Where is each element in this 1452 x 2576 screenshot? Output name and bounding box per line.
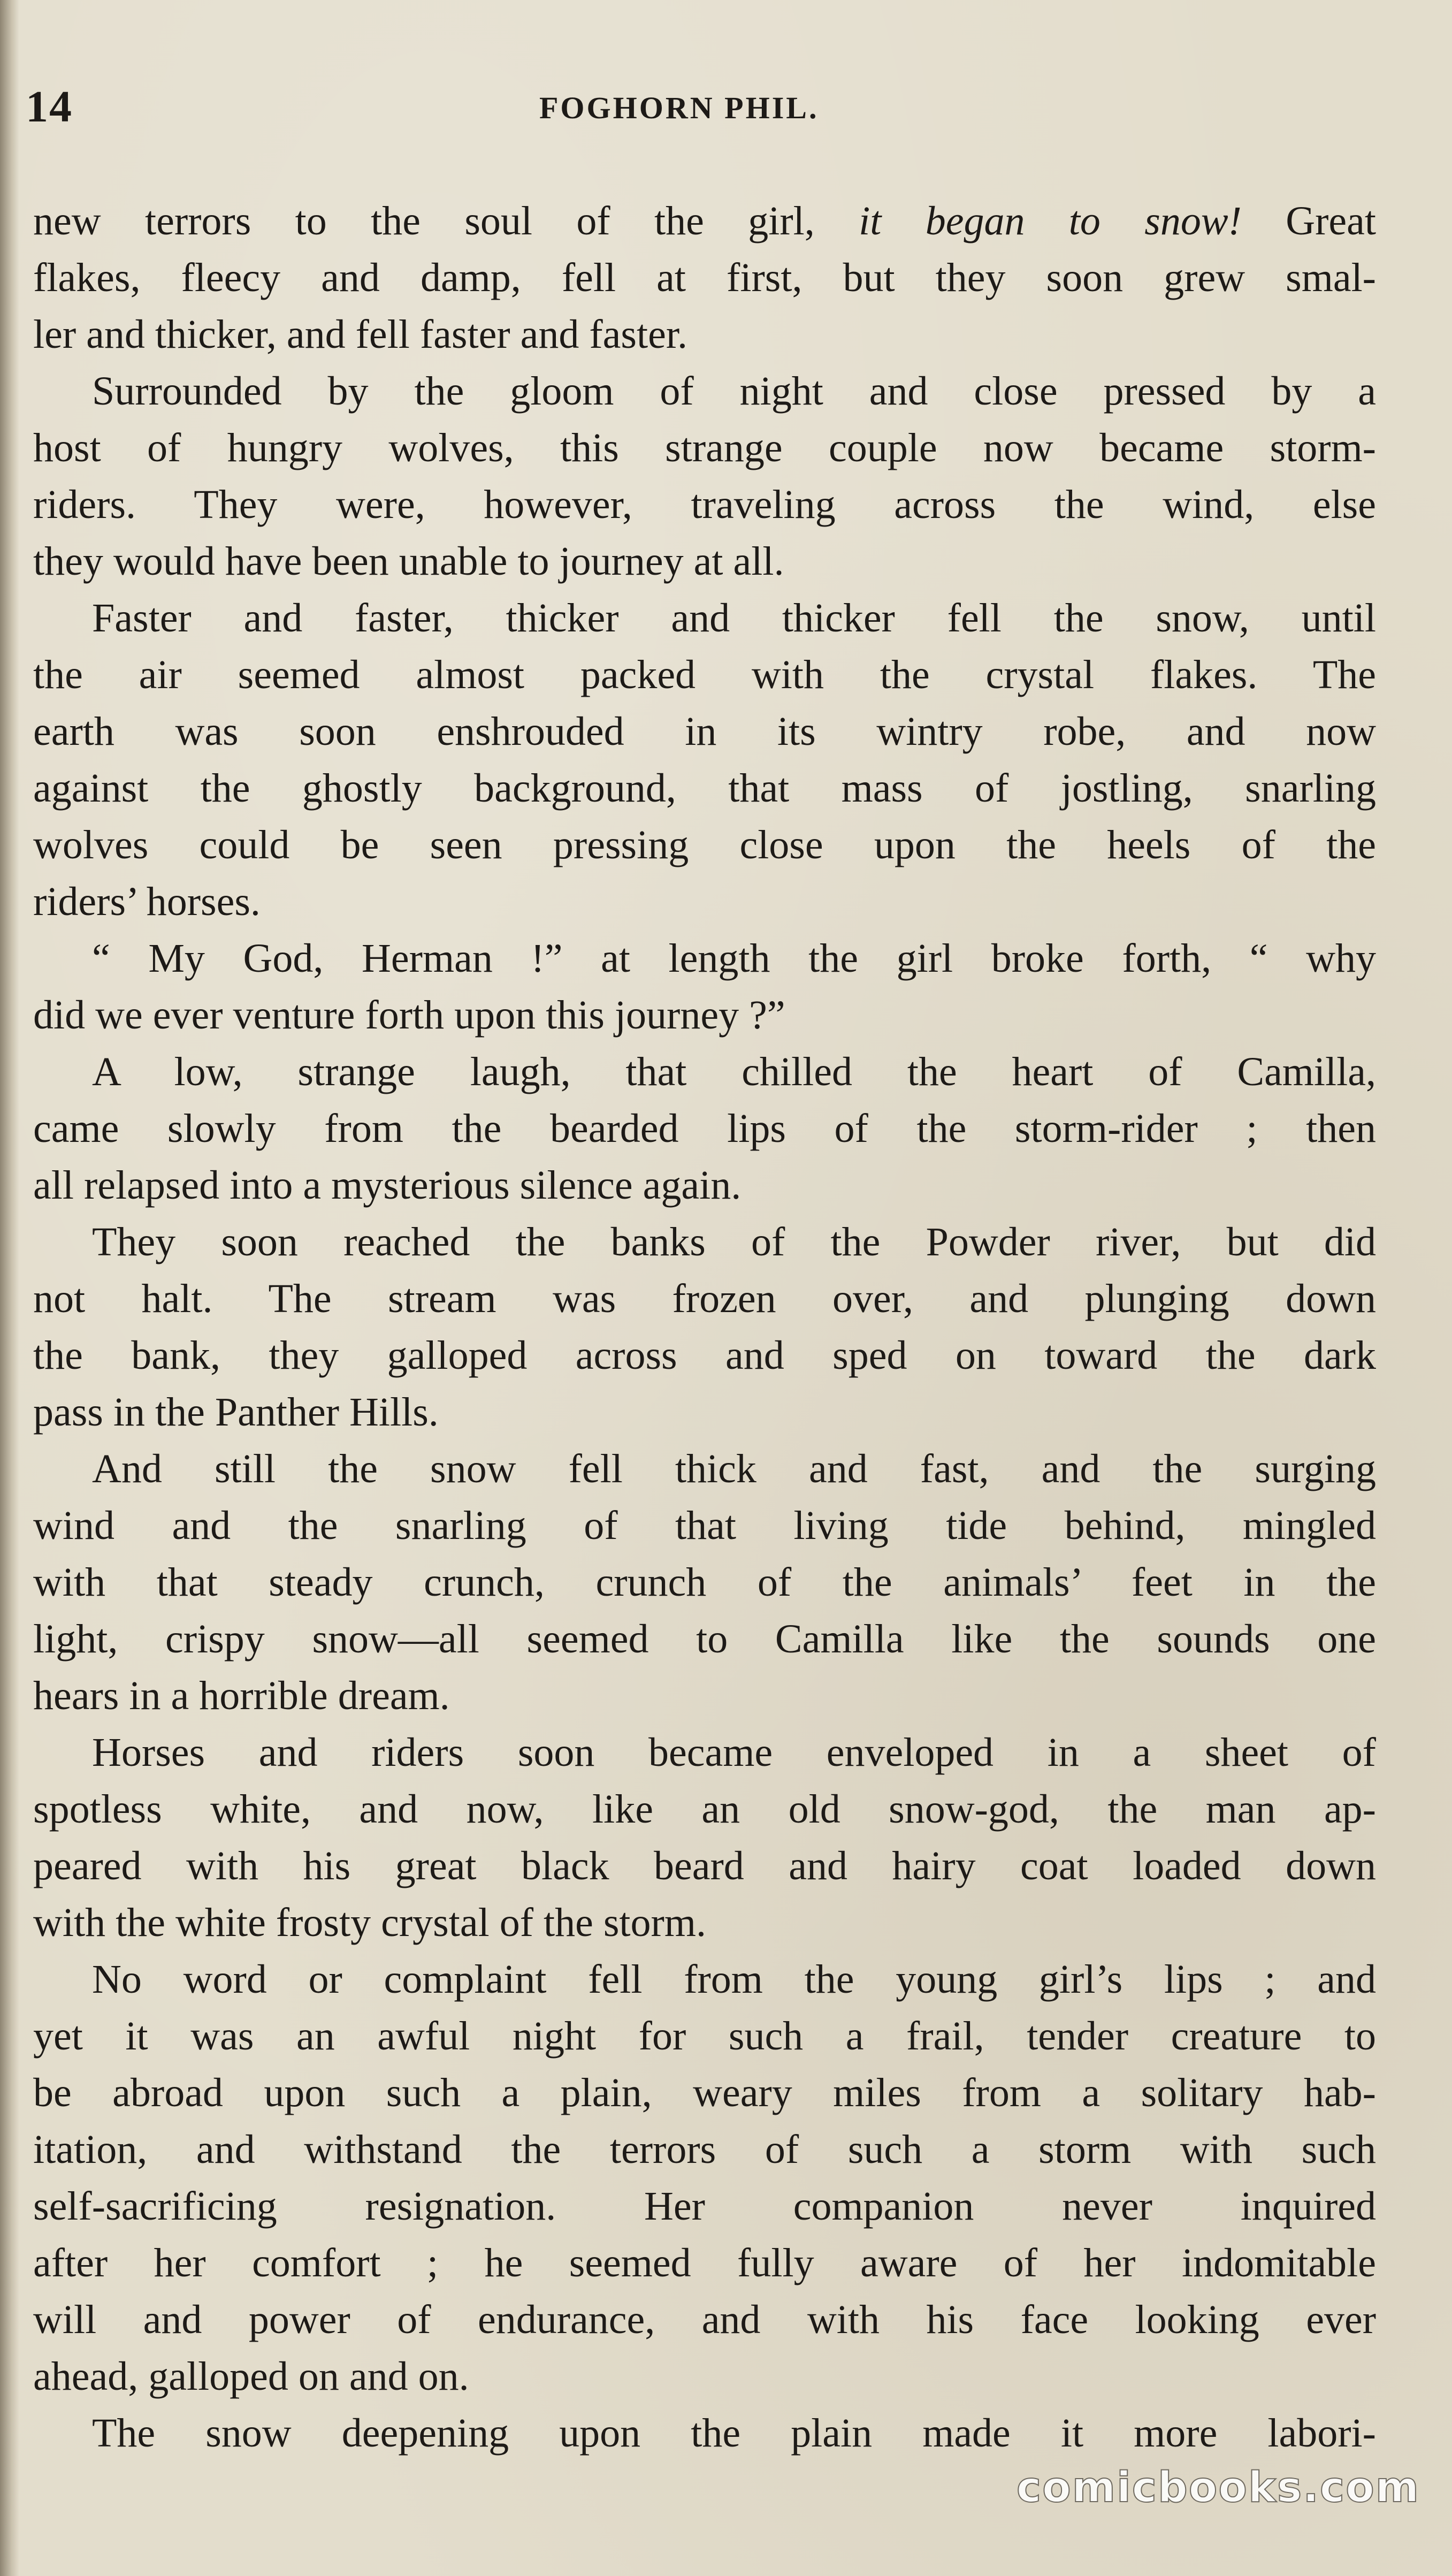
text-line: A low, strange laugh, that chilled the heart of Camilla, [92,1049,1376,1094]
text-line: spotless white, and now, like an old snow-god, the man ap- [33,1787,1376,1832]
italic-phrase: it began to snow! [859,199,1242,243]
text-line: riders. They were, however, traveling across the wind, else [33,482,1376,527]
text-segment: new terrors to the soul of the girl, [33,199,859,243]
body-text [33,193,1376,2461]
text-segment: Great [1241,199,1376,243]
text-line: The snow deepening upon the plain made it more labori- [92,2411,1376,2456]
paragraph [33,1214,1376,1441]
text-line: against the ghostly background, that mass of jostling, snarling [33,766,1376,811]
text-line [33,193,1376,249]
text-line: all relapsed into a mysterious silence again. [33,1163,742,1208]
text-line: came slowly from the bearded lips of the storm-rider ; then [33,1106,1376,1151]
page-binding-edge [0,0,19,2576]
text-line: pass in the Panther Hills. [33,1390,439,1435]
text-line: “ My God, Herman !” at length the girl broke forth, “ why [92,936,1376,981]
paragraph [33,2405,1376,2461]
text-line: they would have been unable to journey at all. [33,539,784,584]
text-line: with the white frosty crystal of the storm. [33,1900,706,1945]
text-line: flakes, fleecy and damp, fell at first, but they soon grew smal- [33,255,1376,300]
text-line: will and power of endurance, and with his face looking ever [33,2297,1376,2342]
text-line: ler and thicker, and fell faster and faster. [33,312,687,357]
text-line: Horses and riders soon became enveloped in a sheet of [92,1730,1376,1775]
text-line: the air seemed almost packed with the crystal flakes. The [33,652,1376,697]
text-line: wolves could be seen pressing close upon the heels of the [33,822,1376,867]
paragraph [33,1441,1376,1724]
watermark-logo: comicbooks.com [1016,2464,1420,2512]
paragraph [33,1043,1376,1214]
paragraph [33,193,1376,363]
text-line: with that steady crunch, crunch of the animals’ feet in the [33,1560,1376,1605]
paragraph [33,590,1376,930]
text-line: be abroad upon such a plain, weary miles from a solitary hab- [33,2070,1376,2115]
text-line: No word or complaint fell from the young girl’s lips ; and [92,1957,1376,2002]
text-line: light, crispy snow—all seemed to Camilla like the sounds one [33,1617,1376,1662]
text-line: ahead, galloped on and on. [33,2354,469,2399]
text-line: hears in a horrible dream. [33,1673,450,1718]
text-line: yet it was an awful night for such a frail, tender creature to [33,2014,1376,2059]
text-line: earth was soon enshrouded in its wintry robe, and now [33,709,1376,754]
paragraph [33,363,1376,590]
paragraph [33,1724,1376,1951]
text-line: not halt. The stream was frozen over, and plunging down [33,1276,1376,1321]
page-number: 14 [26,82,73,132]
page-header [26,80,1374,139]
text-line: riders’ horses. [33,879,261,924]
text-line: itation, and withstand the terrors of such a storm with such [33,2127,1376,2172]
text-line: host of hungry wolves, this strange couple now became storm- [33,425,1376,470]
text-line: did we ever venture forth upon this journey ?” [33,993,785,1038]
paragraph [33,1951,1376,2405]
text-line: wind and the snarling of that living tide behind, mingled [33,1503,1376,1548]
text-line: Faster and faster, thicker and thicker fell the snow, until [92,596,1376,641]
text-line: peared with his great black beard and hairy coat loaded down [33,1843,1376,1888]
text-line: Surrounded by the gloom of night and close pressed by a [92,369,1376,414]
running-head-title: FOGHORN PHIL. [539,90,819,125]
paragraph [33,930,1376,1043]
text-line: And still the snow fell thick and fast, and the surging [92,1446,1376,1491]
text-line: self-sacrificing resignation. Her companion never inquired [33,2184,1376,2229]
text-line: the bank, they galloped across and sped on toward the dark [33,1333,1376,1378]
text-line: They soon reached the banks of the Powder river, but did [92,1220,1376,1264]
text-line: after her comfort ; he seemed fully aware of her indomitable [33,2240,1376,2285]
